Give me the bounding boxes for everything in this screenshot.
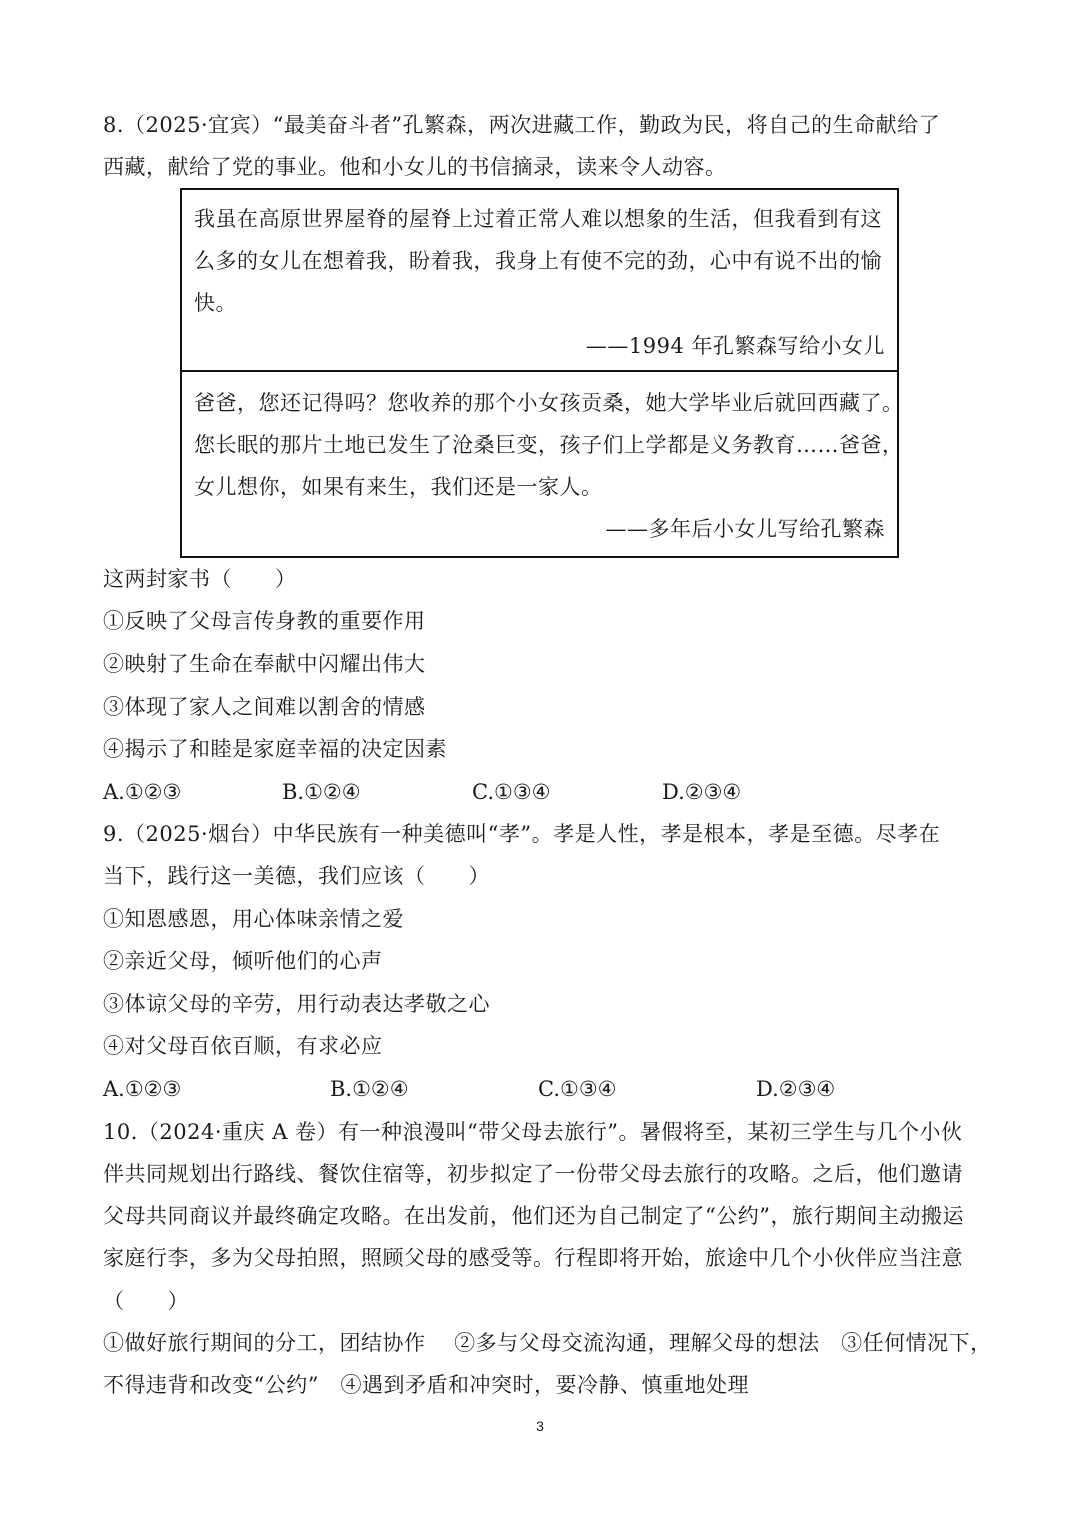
q9-item-3: ③体谅父母的辛劳，用行动表达孝敬之心 [103, 992, 490, 1016]
q9-stem-line-2: 当下，践行这一美德，我们应该（ ） [103, 864, 490, 888]
letter-box-1 [180, 188, 899, 372]
letter-2-line-1: 爸爸，您还记得吗？您收养的那个小女孩贡桑，她大学毕业后就回西藏了。 [194, 391, 904, 415]
q8-item-4: ④揭示了和睦是家庭幸福的决定因素 [103, 737, 447, 761]
q10-stem-line-4: 家庭行李，多为父母拍照，照顾父母的感受等。行程即将开始，旅途中几个小伙伴应当注意 [103, 1246, 963, 1270]
q10-stem-line-5: （ ） [103, 1289, 189, 1313]
q9-option-b[interactable]: B.①②④ [330, 1077, 409, 1101]
q9-option-c[interactable]: C.①③④ [538, 1077, 617, 1101]
q8-stem-line-1: 8.（2025·宜宾）“最美奋斗者”孔繁森，两次进藏工作，勤政为民，将自己的生命献给了 [103, 113, 941, 137]
q10-stem-line-3: 父母共同商议并最终确定攻略。在出发前，他们还为自己制定了“公约”，旅行期间主动搬运 [103, 1204, 964, 1228]
q10-items-line-1: ①做好旅行期间的分工，团结协作 ②多与父母交流沟通，理解父母的想法 ③任何情况下， [103, 1331, 992, 1355]
q10-stem-line-1: 10.（2024·重庆 A 卷）有一种浪漫叫“带父母去旅行”。暑假将至，某初三学生与几个小伙 [103, 1120, 963, 1144]
q9-option-d[interactable]: D.②③④ [756, 1077, 836, 1101]
letter-box-2 [180, 370, 904, 558]
q9-item-2: ②亲近父母，倾听他们的心声 [103, 949, 383, 973]
letter-1-line-1: 我虽在高原世界屋脊的屋脊上过着正常人难以想象的生活，但我看到有这 [194, 207, 882, 231]
q8-option-d[interactable]: D.②③④ [662, 780, 742, 804]
page-number: 3 [536, 1418, 544, 1434]
q8-stem-line-2: 西藏，献给了党的事业。他和小女儿的书信摘录，读来令人动容。 [103, 155, 727, 179]
q8-option-c[interactable]: C.①③④ [472, 780, 551, 804]
q10-items-line-2: 不得违背和改变“公约” ④遇到矛盾和冲突时，要冷静、慎重地处理 [103, 1373, 749, 1397]
letter-1-signature: ——1994 年孔繁森写给小女儿 [585, 334, 885, 358]
q8-option-b[interactable]: B.①②④ [282, 780, 361, 804]
letter-2-signature: ——多年后小女儿写给孔繁森 [605, 517, 885, 541]
q8-question-stem: 这两封家书（ ） [103, 567, 297, 591]
q8-option-a[interactable]: A.①②③ [103, 780, 182, 804]
q9-item-1: ①知恩感恩，用心体味亲情之爱 [103, 907, 404, 931]
q10-stem-line-2: 伴共同规划出行路线、餐饮住宿等，初步拟定了一份带父母去旅行的攻略。之后，他们邀请 [103, 1162, 963, 1186]
letter-2-line-3: 女儿想你，如果有来生，我们还是一家人。 [194, 475, 603, 499]
q8-item-2: ②映射了生命在奉献中闪耀出伟大 [103, 652, 426, 676]
q9-option-a[interactable]: A.①②③ [103, 1077, 182, 1101]
q9-stem-line-1: 9.（2025·烟台）中华民族有一种美德叫“孝”。孝是人性，孝是根本，孝是至德。尽孝在 [103, 822, 941, 846]
letter-2-line-2: 您长眠的那片土地已发生了沧桑巨变，孩子们上学都是义务教育……爸爸， [194, 433, 904, 457]
q8-item-1: ①反映了父母言传身教的重要作用 [103, 609, 426, 633]
letter-1-line-2: 么多的女儿在想着我，盼着我，我身上有使不完的劲，心中有说不出的愉 [194, 249, 882, 273]
q8-item-3: ③体现了家人之间难以割舍的情感 [103, 695, 426, 719]
q9-item-4: ④对父母百依百顺，有求必应 [103, 1034, 383, 1058]
letter-1-line-3: 快。 [194, 291, 237, 315]
